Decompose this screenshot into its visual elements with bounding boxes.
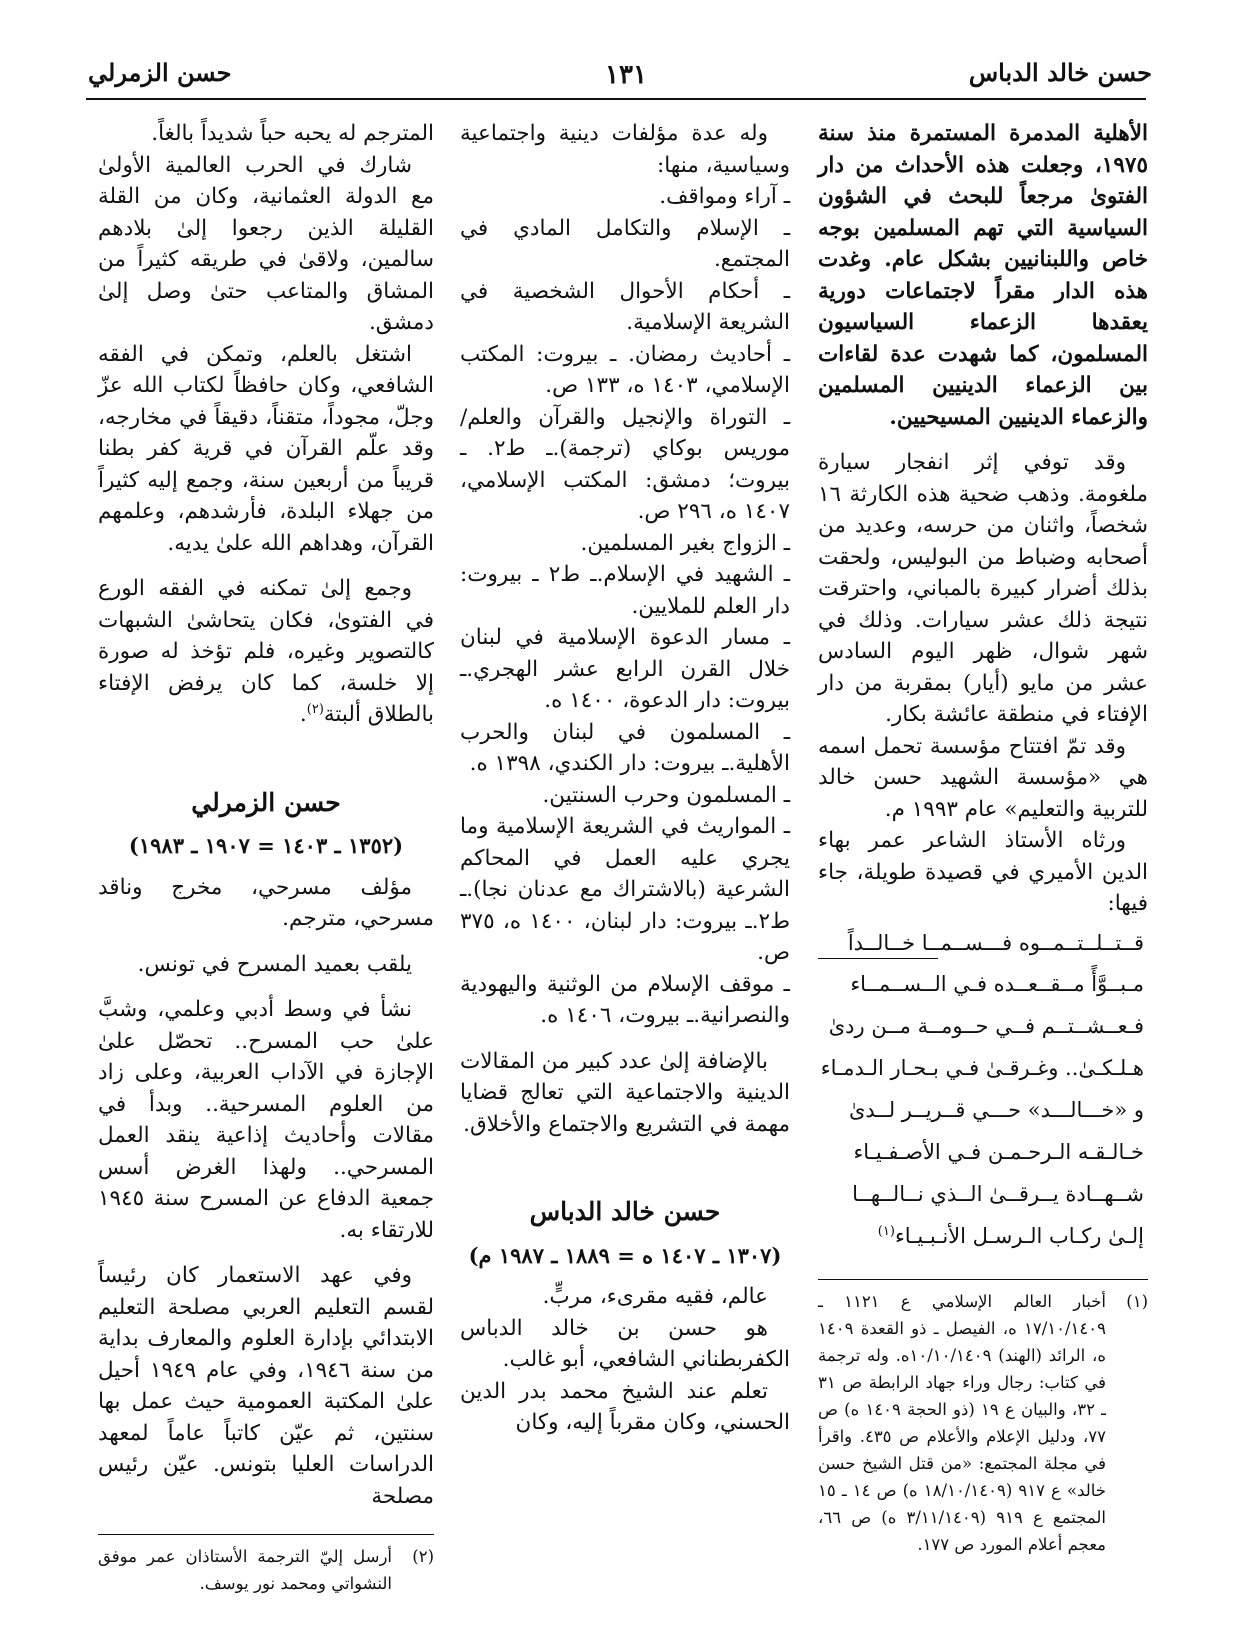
column-middle (460, 118, 790, 1439)
paragraph: وقد توفي إثر انفجار سيارة ملغومة. وذهب ضحية هذه الكارثة ١٦ شخصاً، واثنان من حرسه، وعديد من أصحابه وضباط من البوليس، ولحقت بذلك أضرار كبيرة بالمباني، واحترقت نتيجة ذلك عشر سيارات. وذلك في شهر شوال، ظهر اليوم السادس عشر من مايو (أيار) بمقربة من دار الإفتاء في منطقة عائشة بكار. (818, 450, 1148, 727)
footnote-ref: (١) (877, 1223, 895, 1239)
entry-dates: (١٣٥٢ ـ ١٤٠٣ = ١٩٠٧ ـ ١٩٨٣) (128, 833, 404, 858)
column-right (818, 118, 1148, 1558)
entry-dates: (١٣٠٧ ـ ١٤٠٧ ه = ١٨٨٩ ـ ١٩٨٧ م) (468, 1242, 782, 1268)
list-item: ـ أحاديث رمضان. ـ بيروت: المكتب الإسلامي، ١٤٠٣ ه، ١٣٣ ص. (460, 339, 790, 402)
paragraph: عالم، فقيه مقرىء، مربٍّ. (542, 1284, 768, 1309)
poem-line: شــهــادة يــرقــىٰ الــذي نــالــهــا (852, 1181, 1144, 1206)
paragraph: وفي عهد الاستعمار كان رئيساً لقسم التعليم العربي مصلحة التعليم الابتدائي بإدارة العلوم والمعارف بداية من سنة ١٩٤٦، وفي عام ١٩٤٩ أحيل علىٰ المكتبة العمومية حيث عمل بها سنتين، ثم عيّن كاتباً عاماً لمعهد الدراسات العليا بتونس. عيّن رئيس مصلحة (98, 1263, 434, 1509)
list-item: ـ الزواج بغير المسلمين. (460, 528, 790, 560)
list-item: ـ موقف الإسلام من الوثنية واليهودية والنصرانية.ـ بيروت، ١٤٠٦ ه. (460, 969, 790, 1032)
footnote-rule (98, 1534, 434, 1535)
poem-line: خـالـقـه الـرحـمـن فـي الأصـفـيـاء (853, 1139, 1144, 1164)
poem-line (818, 1215, 1148, 1257)
footnote-text: أرسل إليّ الترجمة الأستاذان عمر موفق النشواتي ومحمد نور يوسف. (98, 1547, 392, 1593)
footnote (818, 1288, 1148, 1558)
paragraph-text: وجمع إلىٰ تمكنه في الفقه الورع في الفتوىٰ، فكان يتحاشىٰ الشبهات كالتصوير وغيره، فلم تؤخذ له صورة إلا خلسة، كما كان يرفض الإفتاء بالطلاق ألبتة (98, 576, 434, 727)
poem-line: مـبــوَّأً مــقــعــده فـي الــســمــاء (850, 971, 1144, 996)
running-head-right: حسن خالد الدباس (968, 58, 1152, 87)
poem-line-text: إلـىٰ ركـاب الـرسـل الأنـبـيـاء (894, 1223, 1144, 1248)
poem (818, 922, 1148, 1257)
column-left (98, 118, 434, 1597)
paragraph: وقد تمّ افتتاح مؤسسة تحمل اسمه هي «مؤسسة الشهيد حسن خالد للتربية والتعليم» عام ١٩٩٣ م. (818, 733, 1148, 822)
entry-title: حسن خالد الدباس (529, 1197, 721, 1226)
poem-line: و «خـــالـــد» حـــي قــريــر لــدىٰ (848, 1097, 1144, 1122)
footnote-text: أخبار العالم الإسلامي ع ١١٢١ ـ ١٧/١٠/١٤٠٩ ه، الفيصل ـ ذو القعدة ١٤٠٩ ه، الرائد (الهند) ١٠/١٠/١٤٠٩ه. وله ترجمة في كتاب: رجال وراء جهاد الرابطة ص ٣١ ـ ٣٢، والبيان ع ١٩ (ذو الحجة ١٤٠٩ ه) ص ٧٧، ودليل الإعلام والأعلام ص ٤٣٥. واقرأ في مجلة المجتمع: «من قتل الشيخ حسن خالد» ع ٩١٧ (١٨/١٠/١٤٠٩ ه) ص ١٤ ـ ١٥ المجتمع ع ٩١٩ (٣/١١/١٤٠٩ ه) ص ٦٦، معجم أعلام المورد ص ١٧٧. (818, 1291, 1107, 1554)
paragraph: وجمع إلىٰ تمكنه في الفقه الورع في الفتوىٰ، فكان يتحاشىٰ الشبهات كالتصوير وغيره، فلم تؤخذ له صورة إلا خلسة، كما كان يرفض الإفتاء بالطلاق ألبتة$^{(٢)}$. (98, 576, 434, 727)
list-item: ـ المواريث في الشريعة الإسلامية وما يجري عليه العمل في المحاكم الشرعية (بالاشتراك مع عدنان نجا).ـ ط٢.ـ بيروت: دار لبنان، ١٤٠٠ ه، ٣٧٥ ص. (460, 811, 790, 969)
paragraph: مؤلف مسرحي، مخرج وناقد مسرحي، مترجم. (98, 874, 434, 931)
list-item: ـ الشهيد في الإسلام.ـ ط٢ ـ بيروت: دار العلم للملايين. (460, 559, 790, 622)
footnote-number: (٢) (412, 1547, 434, 1566)
footnote-ref: (٢) (306, 701, 324, 717)
footnote-number: (١) (1126, 1291, 1148, 1311)
paragraph: نشأ في وسط أدبي وعلمي، وشبَّ علىٰ حب المسرح.. تحصّل علىٰ الإجازة في الآداب العربية، وعلى زاد من العلوم المسرحية.. وبدأ في مقالات وأحاديث إذاعية ينقد العمل المسرحي.. ولهذا الغرض أسس جمعية الدفاع عن المسرح سنة ١٩٤٥ للارتقاء به. (98, 997, 434, 1243)
works-list (460, 181, 790, 1032)
paragraph: بالإضافة إلىٰ عدد كبير من المقالات الدينية والاجتماعية التي تعالج قضايا مهمة في التشريع والاجتماع والأخلاق. (460, 1048, 790, 1137)
paragraph: اشتغل بالعلم، وتمكن في الفقه الشافعي، وكان حافظاً لكتاب الله عزّ وجلّ، مجوداً، متقناً، دقيقاً في مخارجه، وقد علّم القرآن في قرية كفر بطنا قريباً من أربعين سنة، وجمع إليه كثيراً من جهلاء البلدة، فأرشدهم، وعلمهم القرآن، وهداهم الله علىٰ يديه. (98, 341, 434, 556)
poem-line: هـلـكـىٰ.. وغـرقـىٰ فـي بـحـار الـدمـاء (820, 1055, 1144, 1080)
list-item: ـ الإسلام والتكامل المادي في المجتمع. (460, 213, 790, 276)
paragraph: وله عدة مؤلفات دينية واجتماعية وسياسية، منها: (460, 121, 790, 178)
paragraph: شارك في الحرب العالمية الأولىٰ مع الدولة العثمانية، وكان من القلة القليلة الذين رجعوا إلىٰ بلادهم سالمين، ولاقىٰ في طريقه كثيراً من المشاق والمتاعب حتىٰ وصل إلىٰ دمشق. (98, 152, 434, 335)
list-item: ـ مسار الدعوة الإسلامية في لبنان خلال القرن الرابع عشر الهجري.ـ بيروت: دار الدعوة، ١٤٠٠ ه. (460, 622, 790, 717)
poem-line: فـعــشــتــم فــي حــومــة مــن ردىٰ (828, 1013, 1144, 1038)
list-item: ـ آراء ومواقف. (460, 181, 790, 213)
list-item: ـ أحكام الأحوال الشخصية في الشريعة الإسلامية. (460, 276, 790, 339)
footnote-rule (818, 1279, 1148, 1280)
running-head-left: حسن الزمرلي (88, 58, 232, 87)
list-item: ـ المسلمون في لبنان والحرب الأهلية.ـ بيروت: دار الكندي، ١٣٩٨ ه. (460, 717, 790, 780)
list-item: ـ المسلمون وحرب السنتين. (460, 780, 790, 812)
paragraph: تعلم عند الشيخ محمد بدر الدين الحسني، وكان مقرباً إليه، وكان (460, 1378, 790, 1435)
paragraph: الأهلية المدمرة المستمرة منذ سنة ١٩٧٥، وجعلت هذه الأحداث من دار الفتوىٰ مرجعاً للبحث في الشؤون السياسية التي تهم المسلمين بوجه خاص واللبنانيين بشكل عام. وغدت هذه الدار مقراً لاجتماعات دورية يعقدها الزعماء السياسيون المسلمون، كما شهدت عدة لقاءات بين الزعماء الدينيين المسلمين والزعماء الدينيين المسيحيين. (818, 121, 1148, 430)
poem-line: قــتــلــتــمــوه فـــســمــا خــالــداً (847, 930, 1144, 955)
entry-title: حسن الزمرلي (191, 787, 341, 817)
paragraph: المترجم له يحبه حباً شديداً بالغاً. (151, 121, 434, 146)
paragraph: يلقب بعميد المسرح في تونس. (137, 951, 412, 977)
paragraph: ورثاه الأستاذ الشاعر عمر بهاء الدين الأميري في قصيدة طويلة، جاء فيها: (818, 828, 1148, 916)
header-rule (86, 98, 1146, 100)
list-item: ـ التوراة والإنجيل والقرآن والعلم/ موريس بوكاي (ترجمة).ـ ط٢. ـ بيروت؛ دمشق: المكتب الإسلامي، ١٤٠٧ ه، ٢٩٦ ص. (460, 402, 790, 528)
paragraph: هو حسن بن خالد الدباس الكفربطناني الشافعي، أبو غالب. (460, 1315, 790, 1372)
page-number: ١٣١ (605, 60, 647, 90)
footnote (98, 1543, 434, 1597)
